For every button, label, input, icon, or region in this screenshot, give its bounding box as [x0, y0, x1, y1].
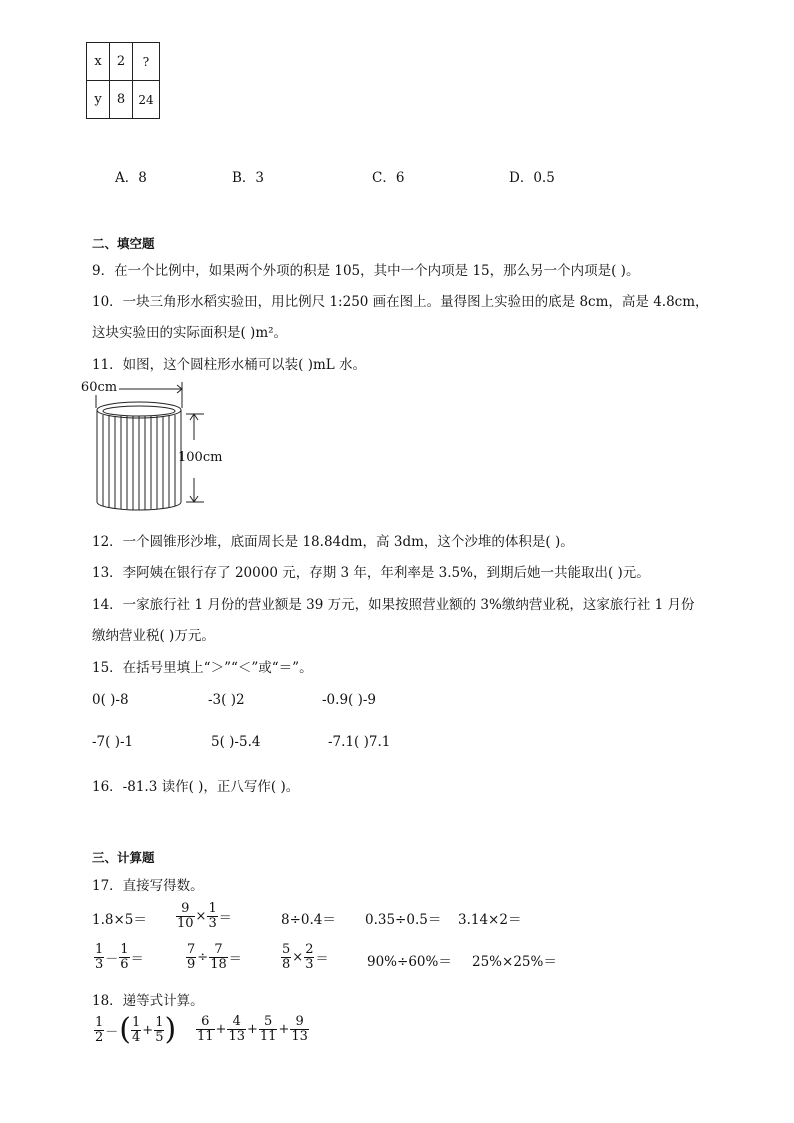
fraction: $\frac{5}{11}$	[259, 1014, 277, 1044]
question-16: 16．-81.3 读作( )，正八写作( )。	[92, 779, 300, 795]
fraction: $\frac{1}{3}$	[208, 901, 217, 931]
question-9: 9．在一个比例中，如果两个外项的积是 105，其中一个内项是 15，那么另一个内项是( )。	[92, 263, 640, 279]
fraction: $\frac{7}{9}$	[187, 942, 196, 972]
section-title: 二、填空题	[92, 236, 155, 251]
cylinder-figure	[90, 378, 240, 514]
compare-item: -3( )2	[208, 692, 245, 708]
fraction: $\frac{1}{2}$	[95, 1014, 104, 1045]
question-15: 15．在括号里填上“＞”“＜”或“＝”。	[92, 660, 313, 676]
fraction: $\frac{1}{5}$	[155, 1014, 164, 1045]
section-title: 三、计算题	[92, 850, 155, 865]
calc-item: $\frac{6}{11}$ + $\frac{4}{13}$ + $\frac{5}{11}$ + $\frac{9}{13}$	[197, 1014, 308, 1044]
question-11: 11．如图，这个圆柱形水桶可以装( )mL 水。	[92, 357, 367, 373]
xy-table	[86, 42, 160, 119]
table-row	[87, 43, 160, 81]
fraction: $\frac{7}{18}$	[210, 942, 227, 972]
question-14-line2: 缴纳营业税( )万元。	[92, 628, 215, 644]
table-cell: y	[87, 81, 110, 119]
calc-item: 3.14×2＝	[458, 912, 522, 928]
question-17: 17．直接写得数。	[92, 878, 204, 894]
choice-b: B．3	[232, 170, 265, 186]
calc-item: 0.35÷0.5＝	[365, 912, 442, 928]
table-cell: 24	[133, 81, 160, 119]
table-cell: 2	[110, 43, 133, 81]
compare-item: -7.1( )7.1	[328, 734, 391, 750]
choice-a: A．8	[115, 170, 147, 186]
diameter-label: 60cm	[80, 380, 118, 395]
question-18: 18．递等式计算。	[92, 993, 204, 1009]
fraction: $\frac{4}{13}$	[228, 1014, 245, 1044]
calc-item: 90%÷60%＝	[367, 954, 452, 970]
compare-item: 0( )-8	[92, 692, 129, 708]
fraction: $\frac{1}{3}$	[95, 942, 104, 972]
calc-item: $\frac{5}{8}$ × $\frac{2}{3}$ ＝	[282, 942, 329, 972]
calc-item: $\frac{9}{10}$ × $\frac{1}{3}$ ＝	[177, 901, 232, 931]
compare-item: -7( )-1	[92, 734, 134, 750]
calc-item: $\frac{1}{2}$ －( $\frac{1}{4}$ + $\frac{1}{5}$ )	[95, 1012, 177, 1047]
question-12: 12．一个圆锥形沙堆，底面周长是 18.84dm，高 3dm，这个沙堆的体积是( )。	[92, 534, 574, 550]
table-cell: ?	[133, 43, 160, 81]
table-cell: x	[87, 43, 110, 81]
table-row	[87, 81, 160, 119]
question-14-line1: 14．一家旅行社 1 月份的营业额是 39 万元，如果按照营业额的 3%缴纳营业税，这家旅行社 1 月份	[92, 597, 695, 613]
question-10-line1: 10．一块三角形水稻实验田，用比例尺 1:250 画在图上。量得图上实验田的底是 8cm，高是 4.8cm，	[92, 294, 709, 310]
question-10-line2: 这块实验田的实际面积是( )m²。	[92, 325, 288, 341]
compare-item: -0.9( )-9	[322, 692, 377, 708]
table-cell: 8	[110, 81, 133, 119]
fraction: $\frac{6}{11}$	[197, 1014, 214, 1044]
fraction: $\frac{1}{6}$	[120, 942, 129, 972]
question-13: 13．李阿姨在银行存了 20000 元，存期 3 年，年利率是 3.5%，到期后她一共能取出( )元。	[92, 565, 650, 581]
compare-item: 5( )-5.4	[211, 734, 261, 750]
calc-item: 25%×25%＝	[472, 954, 557, 970]
calc-item: 1.8×5＝	[92, 912, 147, 928]
fraction: $\frac{9}{10}$	[177, 901, 194, 931]
choice-d: D．0.5	[509, 170, 555, 186]
fraction: $\frac{2}{3}$	[305, 942, 314, 972]
fraction: $\frac{5}{8}$	[282, 942, 291, 972]
calc-item: $\frac{1}{3}$ － $\frac{1}{6}$ ＝	[95, 942, 144, 972]
calc-item: $\frac{7}{9}$ ÷ $\frac{7}{18}$ ＝	[187, 942, 242, 972]
fraction: $\frac{1}{4}$	[132, 1014, 141, 1045]
choice-c: C．6	[372, 170, 405, 186]
calc-item: 8÷0.4＝	[281, 912, 336, 928]
fraction: $\frac{9}{13}$	[291, 1014, 308, 1044]
height-label: 100cm	[178, 450, 223, 465]
